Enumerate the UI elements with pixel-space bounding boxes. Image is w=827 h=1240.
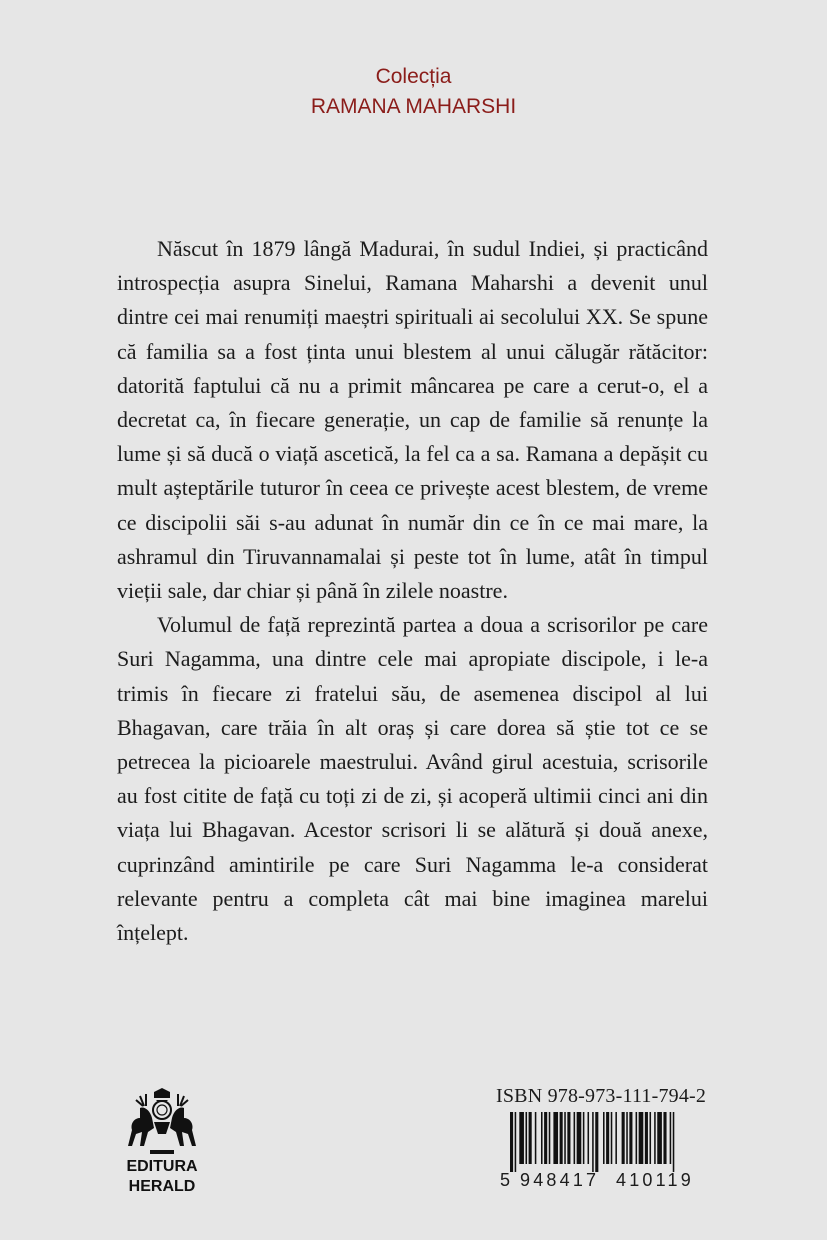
barcode-stripe <box>515 1112 517 1172</box>
barcode-stripe <box>606 1112 609 1164</box>
barcode-first-digit: 5 <box>500 1170 511 1190</box>
barcode-stripe <box>622 1112 625 1164</box>
series-heading <box>0 62 827 122</box>
barcode-stripe <box>663 1112 666 1164</box>
barcode-stripe <box>577 1112 582 1164</box>
barcode-stripe <box>636 1112 638 1164</box>
barcode-stripe <box>595 1112 598 1172</box>
barcode-stripe <box>544 1112 547 1164</box>
isbn-label: ISBN 978-973-111-794-2 <box>496 1085 707 1107</box>
barcode-stripe <box>553 1112 558 1164</box>
back-cover-blurb <box>117 232 708 950</box>
barcode-stripe <box>603 1112 605 1164</box>
barcode-stripe <box>583 1112 585 1164</box>
barcode-stripe <box>564 1112 566 1164</box>
barcode-stripe <box>629 1112 632 1164</box>
barcode-left-digits: 948417 <box>520 1170 600 1190</box>
barcode-stripe <box>510 1112 513 1172</box>
isbn-block <box>496 1084 718 1192</box>
barcode-stripe <box>639 1112 644 1164</box>
herald-deer-crest-icon <box>126 1088 198 1156</box>
barcode-stripe <box>567 1112 570 1164</box>
barcode-stripe <box>529 1112 532 1164</box>
barcode-stripe <box>519 1112 524 1164</box>
barcode-stripe <box>574 1112 576 1164</box>
publisher-block <box>112 1088 212 1196</box>
barcode-stripe <box>645 1112 648 1164</box>
barcode <box>496 1112 718 1172</box>
barcode-stripe <box>549 1112 551 1164</box>
barcode-stripe <box>615 1112 617 1164</box>
blurb-paragraph-1: Născut în 1879 lângă Madurai, în sudul Indiei, și practicând introspecția asupra Sinelui, Ramana Maharshi a devenit unul dintre cei mai renumiți maeștri spirituali ai secolului XX. Se spune că familia sa a fost ținta unui blestem al unui călugăr rătăcitor: datorită faptului că nu a primit mâncarea pe care a cerut-o, el a decretat ca, în fiecare generație, un cap de familie să renunțe la lume și să ducă o viață ascetică, la fel ca a sa. Ramana a depășit cu mult așteptările tuturor în ceea ce privește acest blestem, de vreme ce discipolii săi s-au adunat în număr din ce în ce mai mare, la ashramul din Tiruvannamalai și peste tot în lume, atât în timpul vieții sale, dar chiar și până în zilele noastre. <box>117 236 708 604</box>
barcode-stripe <box>650 1112 652 1164</box>
barcode-stripe <box>673 1112 675 1172</box>
barcode-stripe <box>541 1112 543 1164</box>
barcode-stripe <box>588 1112 590 1164</box>
barcode-stripe <box>560 1112 563 1164</box>
barcode-stripe <box>535 1112 537 1164</box>
series-name: RAMANA MAHARSHI <box>310 95 517 118</box>
barcode-stripe <box>592 1112 594 1172</box>
barcode-stripe <box>526 1112 528 1164</box>
barcode-stripe <box>626 1112 628 1164</box>
publisher-name-line1: EDITURA <box>126 1158 198 1175</box>
series-label: Colecția <box>375 65 452 88</box>
barcode-right-digits: 410119 <box>616 1170 694 1190</box>
publisher-name-line2: HERALD <box>128 1178 196 1195</box>
barcode-stripe <box>654 1112 656 1164</box>
barcode-digits <box>496 1170 718 1192</box>
blurb-paragraph-2: Volumul de față reprezintă partea a doua a scrisorilor pe care Suri Nagamma, una dintre cele mai apropiate discipole, i le-a trimis în fiecare zi fratelui său, de asemenea discipol al lui Bhagavan, care trăia în alt oraș și care dorea să știe tot ce se petrecea la picioarele maestrului. Având girul acestuia, scrisorile au fost citite de față cu toți zi de zi, și acoperă ultimii cinci ani din viața lui Bhagavan. Acestor scrisori li se alătură și două anexe, cuprinzând amintirile pe care Suri Nagamma le-a considerat relevante pentru a completa cât mai bine imaginea marelui înțelept. <box>117 612 708 946</box>
barcode-stripe <box>657 1112 662 1164</box>
barcode-stripe <box>670 1112 672 1164</box>
barcode-stripe <box>611 1112 613 1164</box>
